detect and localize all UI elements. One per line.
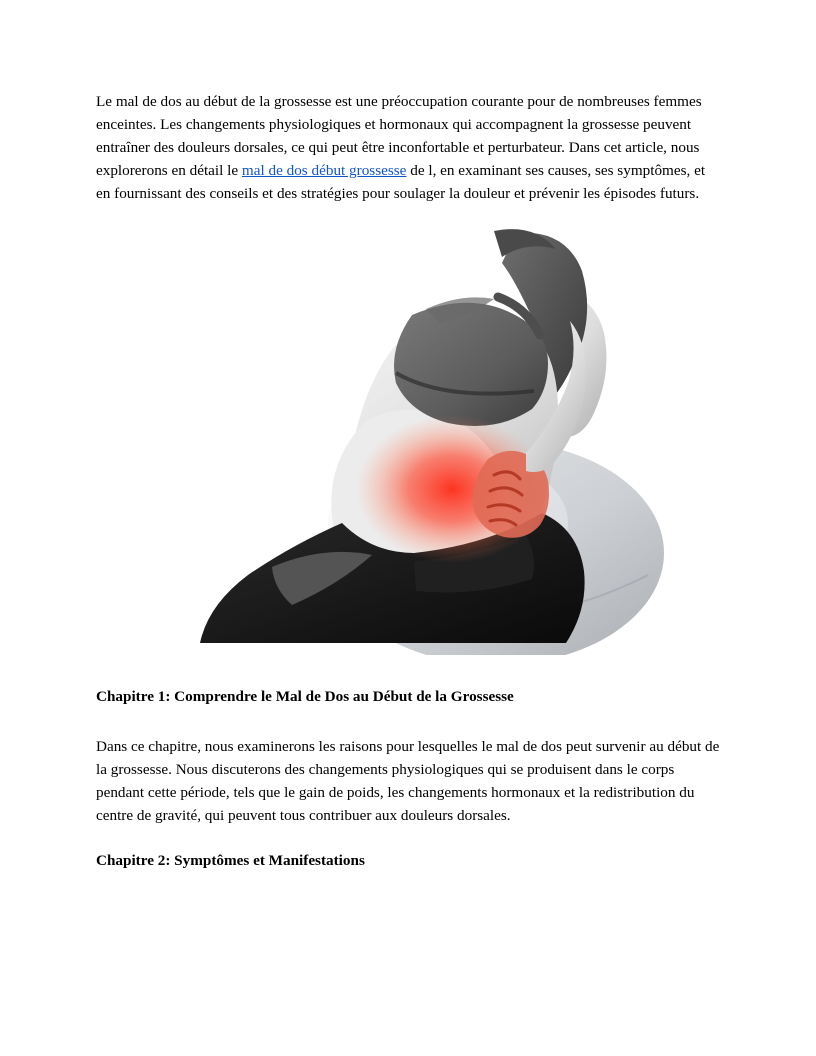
intro-text-before-link: Le mal de dos au début de la grossesse est une préoccupation courante pour de nombreuses femmes enceintes. Les changements physiologiques et hormonaux qui accompagnent la grossesse peuvent entraîner des douleurs dorsales, ce qui peut être inconfortable et perturbateur. Dans cet article, nous explorerons en détail le (96, 93, 702, 180)
chapter-2-heading: Chapitre 2: Symptômes et Manifestations (96, 851, 365, 869)
pregnancy-back-pain-image (96, 223, 720, 655)
document-content (96, 90, 720, 872)
chapter-1-paragraph: Dans ce chapitre, nous examinerons les raisons pour lesquelles le mal de dos peut survenir au début de la grossesse. Nous discuterons des changements physiologiques qui se produisent dans le corps pendant cette période, tels que le gain de poids, les changements hormonaux et la redistribution du centre de gravité, qui peuvent tous contribuer aux douleurs dorsales. (96, 737, 720, 824)
mal-de-dos-link[interactable]: mal de dos début grossesse (241, 162, 407, 180)
chapter-1-heading: Chapitre 1: Comprendre le Mal de Dos au Début de la Grossesse (96, 688, 514, 706)
intro-text-after-link: de l, en examinant ses causes, ses symptômes, et en fournissant des conseils et des stratégies pour soulager la douleur et prévenir les épisodes futurs. (96, 162, 706, 203)
intro-paragraph (96, 90, 720, 205)
